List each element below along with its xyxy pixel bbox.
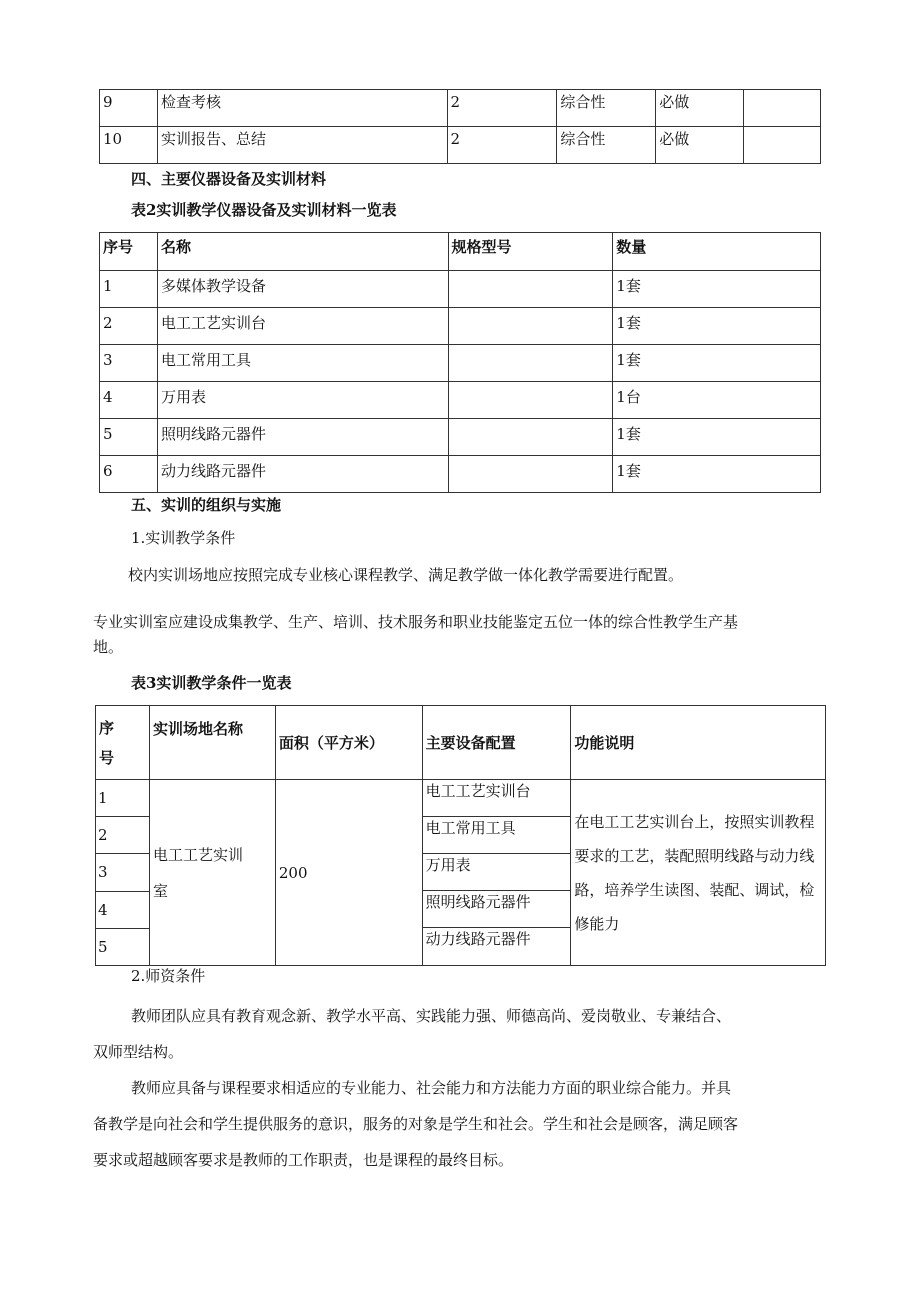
equipment-item: 万用表: [423, 854, 571, 891]
cell: 2: [96, 817, 150, 854]
cell-area: 200: [275, 780, 422, 966]
cell: [744, 127, 821, 164]
cell: 4: [100, 382, 158, 419]
cell: [448, 308, 613, 345]
paragraph-line: 教师应具备与课程要求相适应的专业能力、社会能力和方法能力方面的职业综合能力。并具: [131, 1079, 732, 1097]
column-header-text: 序号: [99, 718, 115, 767]
paragraph-line: 教师团队应具有教育观念新、教学水平高、实践能力强、师德高尚、爱岗敬业、专兼结合、: [131, 1007, 732, 1025]
column-header: 实训场地名称: [149, 706, 275, 780]
subheading-conditions: 1.实训教学条件: [131, 529, 236, 547]
cell: 1套: [613, 456, 821, 493]
cell: 9: [100, 90, 158, 127]
cell: 4: [96, 891, 150, 928]
cell: 照明线路元器件: [157, 419, 448, 456]
equipment-item: 动力线路元器件: [425, 930, 531, 948]
cell: 2: [447, 90, 557, 127]
table-row: [100, 456, 821, 493]
column-header: 面积（平方米）: [275, 706, 422, 780]
cell: 检查考核: [157, 90, 447, 127]
paragraph-line: 双师型结构。: [93, 1043, 184, 1061]
site-name-text: 电工工艺实训室: [152, 845, 243, 900]
cell: 实训报告、总结: [157, 127, 447, 164]
table-training-conditions: [95, 705, 826, 966]
cell: 5: [96, 928, 150, 965]
cell: 2: [447, 127, 557, 164]
paragraph-line: 地。: [93, 638, 124, 656]
cell: 必做: [656, 90, 744, 127]
table-row: [100, 419, 821, 456]
section-heading-5: 五、实训的组织与实施: [131, 496, 282, 514]
table-equipment: [99, 232, 821, 493]
column-header: 序号: [100, 233, 158, 271]
paragraph-line: 备教学是向社会和学生提供服务的意识，服务的对象是学生和社会。学生和社会是顾客，满足顾客: [93, 1115, 739, 1133]
table-row: [100, 127, 821, 164]
paragraph-line: 专业实训室应建设成集教学、生产、培训、技术服务和职业技能鉴定五位一体的综合性教学生产基: [93, 613, 739, 631]
cell: 5: [100, 419, 158, 456]
cell: 电工常用工具: [157, 345, 448, 382]
cell: [448, 345, 613, 382]
cell: [448, 419, 613, 456]
table-row: [96, 780, 826, 817]
table-header-row: [100, 233, 821, 271]
cell: [448, 271, 613, 308]
cell: 1: [96, 780, 150, 817]
cell: 必做: [656, 127, 744, 164]
table-experiments-continued: [99, 89, 821, 164]
cell: 综合性: [557, 90, 656, 127]
cell: 1套: [613, 271, 821, 308]
table3-caption: 表3实训教学条件一览表: [131, 674, 292, 692]
column-header: 数量: [613, 233, 821, 271]
column-header: 主要设备配置: [422, 706, 571, 780]
cell: 1套: [613, 345, 821, 382]
cell: 动力线路元器件: [157, 456, 448, 493]
cell: 2: [100, 308, 158, 345]
cell: 1: [100, 271, 158, 308]
cell: 3: [96, 854, 150, 891]
table2-caption: 表2实训教学仪器设备及实训材料一览表: [131, 201, 397, 219]
table-row: [100, 345, 821, 382]
table-row: [100, 382, 821, 419]
column-header: 规格型号: [448, 233, 613, 271]
function-text: 在电工工艺实训台上，按照实训教程要求的工艺，装配照明线路与动力线路，培养学生读图、装配、调试，检修能力: [574, 812, 815, 933]
section-heading-4: 四、主要仪器设备及实训材料: [131, 170, 327, 188]
subheading-faculty: 2.师资条件: [131, 967, 206, 985]
equipment-item: 照明线路元器件: [423, 891, 571, 928]
table-header-row: [96, 706, 826, 780]
cell: 万用表: [157, 382, 448, 419]
cell: 3: [100, 345, 158, 382]
table-row: [100, 308, 821, 345]
cell: 10: [100, 127, 158, 164]
table-row: [100, 90, 821, 127]
table-row: [100, 271, 821, 308]
column-header: 功能说明: [571, 706, 826, 780]
column-header: 名称: [157, 233, 448, 271]
cell-site-name: [149, 780, 275, 966]
cell: 1台: [613, 382, 821, 419]
cell: 1套: [613, 308, 821, 345]
column-header: [96, 706, 150, 780]
cell: 1套: [613, 419, 821, 456]
cell: 6: [100, 456, 158, 493]
cell: [448, 382, 613, 419]
cell-equipment-list: [422, 780, 571, 966]
equipment-item: 电工常用工具: [423, 817, 571, 854]
cell: [744, 90, 821, 127]
cell: 综合性: [557, 127, 656, 164]
equipment-item: 电工工艺实训台: [423, 780, 571, 817]
paragraph-line: 校内实训场地应按照完成专业核心课程教学、满足教学做一体化教学需要进行配置。: [128, 566, 684, 584]
cell: 电工工艺实训台: [157, 308, 448, 345]
cell: [448, 456, 613, 493]
paragraph-line: 要求或超越顾客要求是教师的工作职责，也是课程的最终目标。: [93, 1151, 514, 1169]
cell: 多媒体教学设备: [157, 271, 448, 308]
cell-function: [571, 780, 826, 966]
